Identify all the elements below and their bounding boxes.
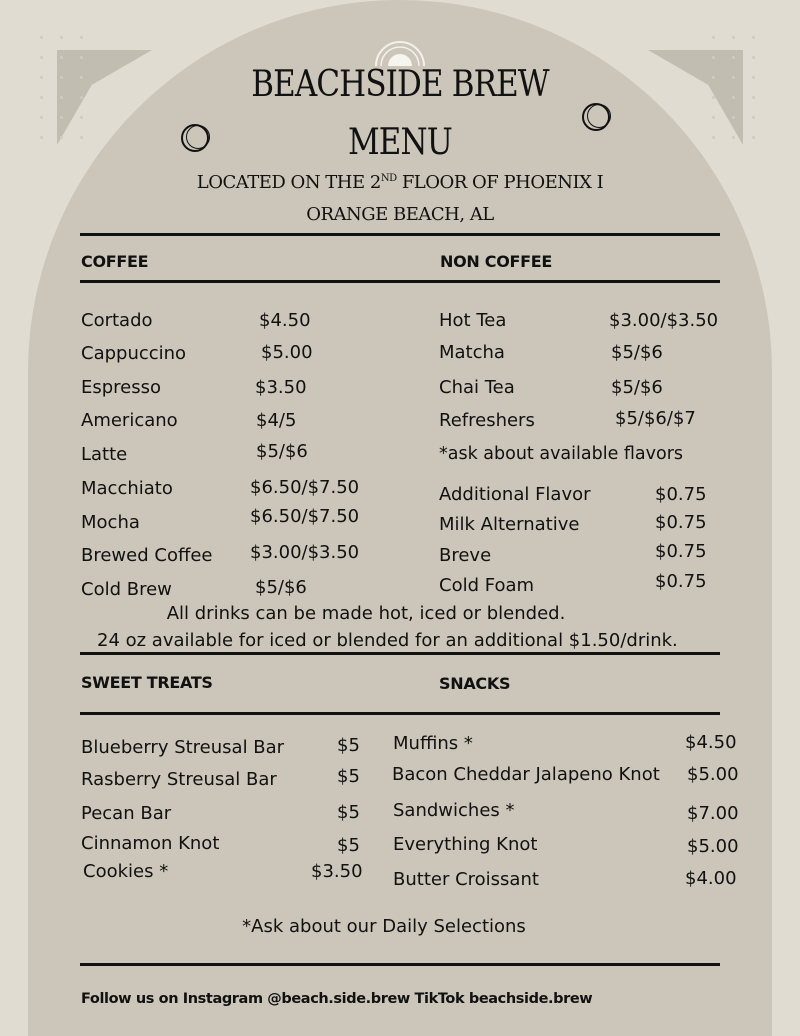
coffee-item-name: Macchiato	[81, 478, 173, 499]
divider	[80, 963, 720, 966]
non-coffee-item-price: $3.00/$3.50	[609, 310, 719, 331]
pattern-dot	[80, 56, 83, 59]
snack-item-price: $4.00	[685, 868, 737, 889]
location-line: LOCATED ON THE 2ND FLOOR OF PHOENIX I	[196, 172, 604, 193]
pattern-dot	[40, 56, 43, 59]
pattern-dot	[732, 116, 735, 119]
extra-item-name: Milk Alternative	[439, 514, 580, 535]
pattern-dot	[752, 76, 755, 79]
coffee-item-price: $3.00/$3.50	[250, 542, 360, 563]
pattern-dot	[80, 36, 83, 39]
pattern-dot	[40, 96, 43, 99]
pattern-dot	[40, 36, 43, 39]
non-coffee-item-price: $5/$6/$7	[615, 408, 696, 429]
snack-item-price: $5.00	[687, 836, 739, 857]
pattern-dot	[712, 116, 715, 119]
divider	[80, 652, 720, 655]
extra-item-name: Breve	[439, 545, 492, 566]
snack-item-name: Sandwiches *	[393, 800, 515, 821]
divider	[80, 233, 720, 236]
pattern-dot	[80, 116, 83, 119]
drink-note-2: 24 oz available for iced or blended for an additional $1.50/drink.	[97, 630, 678, 651]
snack-item-price: $7.00	[687, 803, 739, 824]
snack-item-name: Bacon Cheddar Jalapeno Knot	[392, 764, 660, 785]
sweet-treats-heading: SWEET TREATS	[81, 673, 213, 692]
non-coffee-item-name: Matcha	[439, 342, 505, 363]
coffee-item-name: Espresso	[81, 377, 162, 398]
pattern-dot	[40, 76, 43, 79]
coffee-item-price: $4/5	[256, 410, 297, 431]
coffee-item-price: $6.50/$7.50	[250, 506, 360, 527]
coffee-item-name: Cappuccino	[81, 343, 187, 364]
coffee-item-name: Brewed Coffee	[81, 545, 213, 566]
extra-item-price: $0.75	[655, 484, 707, 505]
non-coffee-item-name: Chai Tea	[439, 377, 515, 398]
treat-item-name: Blueberry Streusal Bar	[81, 737, 285, 758]
extra-item-price: $0.75	[655, 541, 707, 562]
coffee-item-price: $5/$6	[255, 577, 307, 598]
social-footer: Follow us on Instagram @beach.side.brew TikTok beachside.brew	[81, 991, 593, 1007]
pattern-dot	[752, 96, 755, 99]
snack-item-name: Butter Croissant	[393, 869, 539, 890]
coffee-item-price: $5.00	[261, 342, 313, 363]
treat-item-price: $5	[337, 835, 360, 856]
treat-item-name: Cookies *	[83, 861, 169, 882]
treat-item-price: $5	[337, 766, 360, 787]
pattern-dot	[60, 36, 63, 39]
coffee-item-name: Mocha	[81, 512, 140, 533]
coffee-item-price: $6.50/$7.50	[250, 477, 360, 498]
treat-item-price: $3.50	[311, 861, 363, 882]
coffee-item-price: $4.50	[259, 310, 311, 331]
treat-item-name: Cinnamon Knot	[81, 833, 220, 854]
divider	[80, 712, 720, 715]
extra-item-price: $0.75	[655, 571, 707, 592]
pattern-dot	[732, 36, 735, 39]
snack-item-name: Muffins *	[393, 733, 473, 754]
pattern-dot	[712, 36, 715, 39]
pattern-dot	[752, 56, 755, 59]
treat-item-name: Rasberry Streusal Bar	[81, 769, 277, 790]
pattern-dot	[60, 56, 63, 59]
flavor-note: *ask about available flavors	[439, 444, 684, 464]
brand-title: BEACHSIDE BREW	[251, 64, 549, 105]
divider	[80, 280, 720, 283]
pattern-dot	[40, 116, 43, 119]
drink-note-1: All drinks can be made hot, iced or blended.	[166, 603, 566, 624]
menu-title: MENU	[347, 122, 453, 163]
non-coffee-item-price: $5/$6	[611, 377, 663, 398]
coffee-item-price: $5/$6	[256, 441, 308, 462]
coffee-item-name: Cold Brew	[81, 579, 172, 600]
coffee-heading: COFFEE	[81, 252, 149, 271]
snacks-heading: SNACKS	[439, 674, 511, 693]
pattern-dot	[60, 116, 63, 119]
extra-item-name: Additional Flavor	[439, 484, 591, 505]
city-line: ORANGE BEACH, AL	[306, 204, 494, 225]
treat-item-price: $5	[337, 802, 360, 823]
coffee-item-name: Latte	[81, 444, 128, 465]
pattern-dot	[752, 36, 755, 39]
non-coffee-item-name: Refreshers	[439, 410, 535, 431]
extra-item-price: $0.75	[655, 512, 707, 533]
pattern-dot	[752, 116, 755, 119]
coffee-item-price: $3.50	[255, 377, 307, 398]
snack-item-name: Everything Knot	[393, 834, 538, 855]
snack-item-price: $4.50	[685, 732, 737, 753]
pattern-dot	[732, 56, 735, 59]
pattern-dot	[752, 136, 755, 139]
treat-item-name: Pecan Bar	[81, 803, 172, 824]
non-coffee-item-price: $5/$6	[611, 342, 663, 363]
daily-selections-note: *Ask about our Daily Selections	[242, 916, 526, 937]
snack-item-price: $5.00	[687, 764, 739, 785]
sun-arch-icon	[370, 36, 430, 66]
treat-item-price: $5	[337, 735, 360, 756]
non-coffee-item-name: Hot Tea	[439, 310, 507, 331]
pattern-dot	[712, 56, 715, 59]
extra-item-name: Cold Foam	[439, 575, 535, 596]
coffee-item-name: Cortado	[81, 310, 153, 331]
non-coffee-heading: NON COFFEE	[440, 252, 553, 271]
coffee-item-name: Americano	[81, 410, 178, 431]
pattern-dot	[40, 136, 43, 139]
